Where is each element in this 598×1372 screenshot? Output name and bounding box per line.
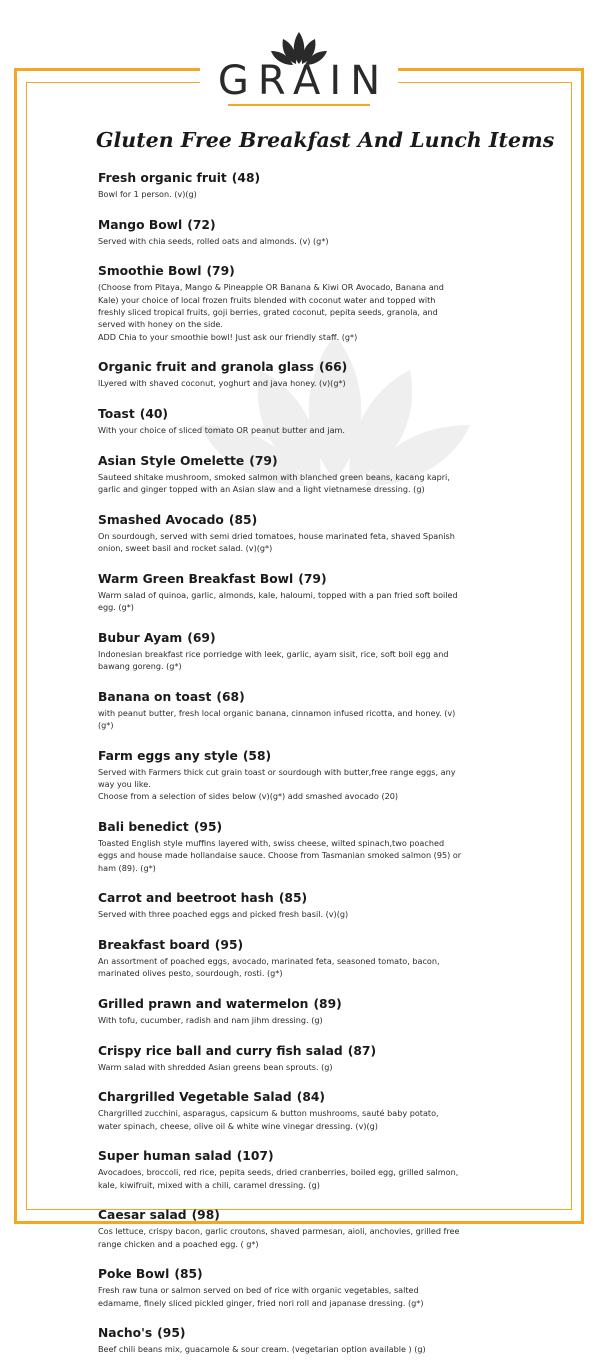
menu-item-header: [98, 512, 462, 529]
menu-item-description-line: Indonesian breakfast rice porriedge with leek, garlic, ayam sisit, rice, soft boil egg and bawang goreng. (g*): [98, 648, 449, 671]
menu-item-price: (85): [278, 891, 308, 906]
menu-item: [98, 359, 462, 389]
menu-item-header: [98, 406, 462, 423]
menu-item-price: (68): [216, 689, 245, 704]
menu-item-description: [98, 471, 462, 496]
menu-item: [98, 1148, 462, 1191]
menu-item-description-line: An assortment of poached eggs, avocado, marinated feta, seasoned tomato, bacon, marinated olives pesto, sourdough, rosti. (g*): [98, 956, 440, 979]
menu-item-description: [98, 235, 462, 247]
menu-item: [98, 512, 462, 555]
menu-item-name: Fresh organic fruit: [98, 171, 227, 185]
menu-item-name: Grilled prawn and watermelon: [98, 997, 309, 1011]
menu-item-description: [98, 908, 462, 920]
menu-item-header: [98, 748, 462, 765]
menu-item: [98, 689, 462, 732]
menu-item-name: Smashed Avocado: [98, 512, 224, 527]
menu-item-name: Organic fruit and granola glass: [98, 360, 314, 375]
menu-item-header: [98, 1266, 462, 1283]
menu-item-header: [98, 453, 462, 470]
brand-logo-text: GRAIN: [217, 58, 390, 104]
menu-item-header: [98, 170, 462, 187]
menu-item-price: (79): [206, 264, 235, 279]
menu-item-price: (85): [174, 1267, 203, 1282]
menu-item-description: [98, 1225, 462, 1250]
menu-item: [98, 406, 462, 436]
menu-item: [98, 571, 462, 614]
menu-item-description: [98, 1107, 462, 1132]
menu-item: [98, 170, 462, 200]
menu-item: [98, 217, 462, 247]
menu-item: [98, 1089, 462, 1132]
menu-item-description-line: On sourdough, served with semi dried tomatoes, house marinated feta, shaved Spanish onion, sweet basil and rocket salad. (v)(g*): [98, 530, 455, 553]
menu-item-name: Chargrilled Vegetable Salad: [98, 1090, 292, 1105]
menu-item-description-line: Fresh raw tuna or salmon served on bed of rice with organic vegetables, salted edamame, finely sliced pickled ginger, fried nori roll and japanase dressing. (g*): [98, 1285, 424, 1308]
menu-item-name: Banana on toast: [98, 689, 212, 704]
menu-item-header: [98, 689, 462, 706]
menu-item-description: [98, 589, 462, 614]
menu-item-header: [98, 571, 462, 588]
menu-item-price: (84): [296, 1090, 326, 1105]
menu-item-name: Bubur Ayam: [98, 630, 183, 645]
menu-item-price: (85): [228, 512, 258, 527]
menu-item-header: [98, 1089, 462, 1106]
menu-item-description: [98, 1061, 462, 1073]
menu-item-description-line: Cos lettuce, crispy bacon, garlic croutons, shaved parmesan, aioli, anchovies, grilled free range chicken and a poached egg. ( g*): [98, 1226, 460, 1249]
menu-item-description-line: Warm salad of quinoa, garlic, almonds, kale, haloumi, topped with a pan fried soft boiled egg. (g*): [98, 589, 458, 612]
menu-item-description: [98, 1014, 462, 1026]
menu-item-name: Farm eggs any style: [98, 748, 238, 763]
menu-item-description-line: Bowl for 1 person. (v)(g): [98, 189, 197, 199]
menu-item-description: [98, 530, 462, 555]
menu-item-description-line: Warm salad with shredded Asian greens bean sprouts. (g): [98, 1061, 333, 1072]
menu-item-price: (48): [231, 171, 261, 185]
menu-item-description-line: with peanut butter, fresh local organic banana, cinnamon infused ricotta, and honey. (v)(g*): [98, 707, 456, 730]
menu-item-name: Warm Green Breakfast Bowl: [98, 571, 294, 586]
menu-item-header: [98, 1325, 462, 1342]
menu-item-description: [98, 648, 462, 673]
menu-item-description: [98, 1166, 462, 1191]
menu-item-description-line: Sauteed shitake mushroom, smoked salmon with blanched green beans, kacang kapri, garlic and ginger topped with an Asian slaw and a light vietnamese dressing. (g): [98, 471, 450, 494]
menu-item-price: (95): [214, 938, 244, 952]
menu-item-description: [98, 281, 462, 343]
menu-item-name: Asian Style Omelette: [98, 453, 245, 468]
menu-item-price: (95): [193, 820, 223, 834]
menu-item-price: (98): [191, 1208, 220, 1223]
menu-item-description-line: Beef chili beans mix, guacamole & sour cream. (vegetarian option available ) (g): [98, 1344, 426, 1355]
menu-item-description: [98, 766, 462, 803]
menu-item-price: (72): [187, 217, 216, 232]
menu-title: Gluten Free Breakfast And Lunch Items: [96, 128, 555, 152]
menu-item-header: [98, 819, 462, 836]
menu-item-description-line: Toasted English style muffins layered with, swiss cheese, wilted spinach,two poached eggs and house made hollandaise sauce. Choose from Tasmanian smoked salmon (95) or ham (89). (g*): [98, 838, 462, 873]
menu-item-name: Carrot and beetroot hash: [98, 891, 274, 906]
menu-item-name: Crispy rice ball and curry fish salad: [98, 1043, 343, 1058]
menu-item-price: (40): [139, 407, 169, 421]
menu-item-header: [98, 996, 462, 1013]
menu-item-name: Caesar salad: [98, 1208, 187, 1223]
menu-item: [98, 453, 462, 496]
menu-item: [98, 1325, 462, 1355]
menu-item-price: (95): [157, 1326, 186, 1341]
menu-item-header: [98, 890, 462, 907]
menu-item-description-line: Served with Farmers thick cut grain toast or sourdough with butter,free range eggs, any way you like.: [98, 766, 456, 789]
menu-item: [98, 263, 462, 343]
menu-item-description-line: Served with three poached eggs and picked fresh basil. (v)(g): [98, 909, 349, 920]
menu-item-description-line: Served with chia seeds, rolled oats and almonds. (v) (g*): [98, 235, 329, 246]
menu-item-header: [98, 630, 462, 647]
menu-item: [98, 630, 462, 673]
menu-item: [98, 819, 462, 874]
menu-item: [98, 1266, 462, 1309]
menu-item-name: Breakfast board: [98, 938, 210, 952]
menu-item-header: [98, 1043, 462, 1060]
menu-item-header: [98, 937, 462, 954]
menu-item-description-line: ADD Chia to your smoothie bowl! Just ask our friendly staff. (g*): [98, 331, 358, 342]
menu-item-name: Nacho's: [98, 1326, 153, 1341]
menu-item-name: Mango Bowl: [98, 217, 183, 232]
menu-item-name: Smoothie Bowl: [98, 264, 202, 279]
menu-item-description: [98, 707, 462, 732]
menu-item-name: Toast: [98, 407, 135, 421]
menu-item-description-line: With your choice of sliced tomato OR peanut butter and jam.: [98, 425, 346, 435]
menu-item-header: [98, 263, 462, 280]
menu-item-price: (66): [318, 360, 348, 375]
menu-item-header: [98, 217, 462, 234]
menu-item-list: [98, 170, 462, 1372]
menu-item-description: [98, 377, 462, 389]
menu-item-description-line: Chargrilled zucchini, asparagus, capsicum & button mushrooms, sauté baby potato, water spinach, cheese, olive oil & white wine vinegar dressing. (v)(g): [98, 1108, 439, 1131]
menu-item-name: Bali benedict: [98, 820, 189, 834]
menu-item-name: Super human salad: [98, 1149, 232, 1164]
menu-item-price: (69): [187, 630, 216, 645]
menu-item: [98, 996, 462, 1026]
menu-item-description-line: (Choose from Pitaya, Mango & Pineapple OR Banana & Kiwi OR Avocado, Banana and Kale) your choice of local frozen fruits blended with coconut water and topped with freshly sliced tropical fruits, goji berries, grated coconut, pepita seeds, granola, and served with honey on the side.: [98, 282, 444, 330]
menu-item-description: [98, 1343, 462, 1355]
menu-item-description: [98, 955, 462, 980]
menu-item-description-line: With tofu, cucumber, radish and nam jihm dressing. (g): [98, 1015, 323, 1025]
menu-item-price: (87): [347, 1043, 377, 1058]
menu-item-header: [98, 359, 462, 376]
menu-item-description-line: Avocadoes, broccoli, red rice, pepita seeds, dried cranberries, boiled egg, grilled salmon, kale, kiwifruit, mixed with a chili, caramel dressing. (g): [98, 1167, 459, 1190]
menu-item: [98, 1043, 462, 1073]
menu-item-description-line: Choose from a selection of sides below (v)(g*) add smashed avocado (20): [98, 791, 399, 802]
menu-item-description-line: lLyered with shaved coconut, yoghurt and java honey. (v)(g*): [98, 378, 346, 389]
menu-item-description: [98, 188, 462, 200]
menu-item-header: [98, 1207, 462, 1224]
menu-item-price: (107): [236, 1149, 274, 1164]
menu-item-description: [98, 1284, 462, 1309]
menu-item-name: Poke Bowl: [98, 1267, 170, 1282]
menu-item-price: (79): [298, 571, 327, 586]
logo-underline: [228, 104, 370, 106]
menu-item: [98, 890, 462, 920]
menu-item-price: (89): [313, 997, 342, 1011]
menu-item: [98, 748, 462, 803]
menu-item-description: [98, 424, 462, 436]
menu-item-price: (58): [242, 748, 272, 763]
menu-item-description: [98, 837, 462, 874]
menu-item: [98, 937, 462, 980]
menu-item-price: (79): [249, 453, 278, 468]
menu-item: [98, 1207, 462, 1250]
menu-item-header: [98, 1148, 462, 1165]
